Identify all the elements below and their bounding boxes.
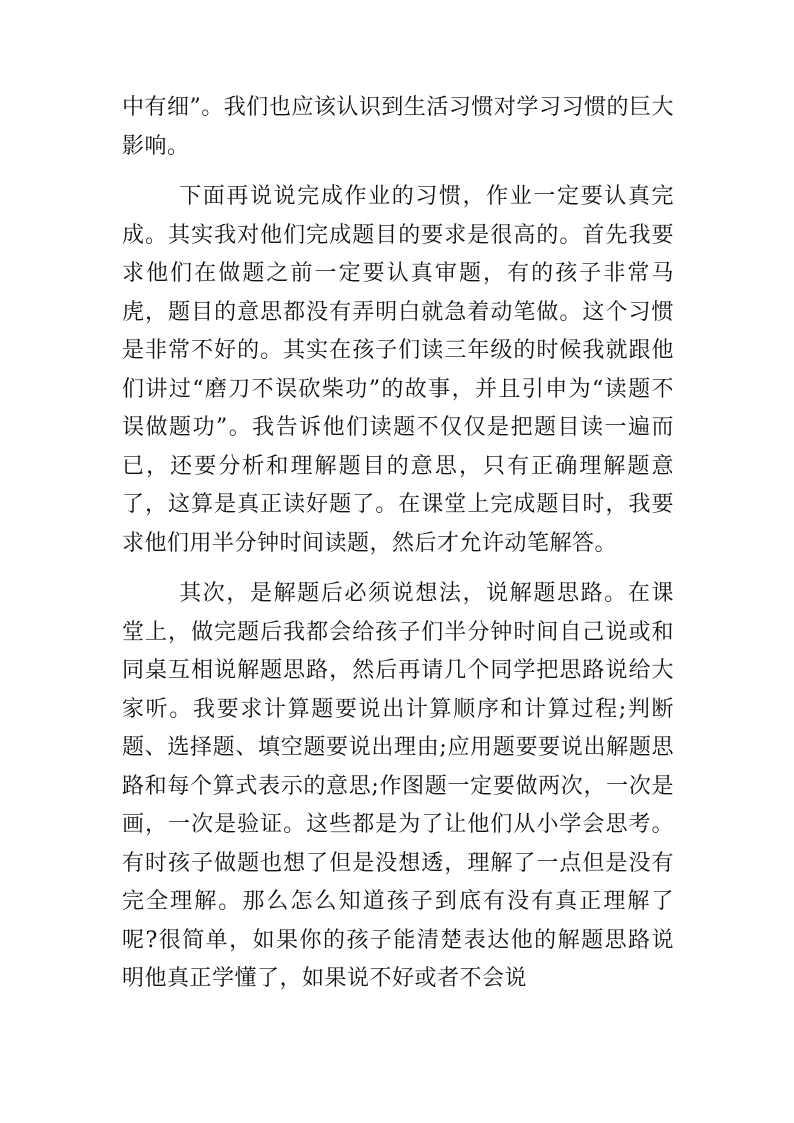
paragraph-explain-thinking: 其次，是解题后必须说想法，说解题思路。在课堂上，做完题后我都会给孩子们半分钟时间自己说或和同桌互相说解题思路，然后再请几个同学把思路说给大家听。我要求计算题要说出计算顺序和计算过程;判断题、选择题、填空题要说出理由;应用题要要说出解题思路和每个算式表示的意思;作图题一定要做两次，一次是画，一次是验证。这些都是为了让他们从小学会思考。有时孩子做题也想了但是没想透，理解了一点但是没有完全理解。那么怎么知道孩子到底有没有真正理解了呢?很简单，如果你的孩子能清楚表达他的解题思路说明他真正学懂了，如果说不好或者不会说 — [122, 581, 674, 991]
paragraph-continuation: 中有细”。我们也应该认识到生活习惯对学习习惯的巨大影响。 — [122, 95, 674, 159]
paragraph-homework-habit: 下面再说说完成作业的习惯，作业一定要认真完成。其实我对他们完成题目的要求是很高的。首先我要求他们在做题之前一定要认真审题，有的孩子非常马虎，题目的意思都没有弄明白就急着动笔做。这个习惯是非常不好的。其实在孩子们读三年级的时候我就跟他们讲过“磨刀不误砍柴功”的故事，并且引申为“读题不误做题功”。我告诉他们读题不仅仅是把题目读一遍而已，还要分析和理解题目的意思，只有正确理解题意了，这算是真正读好题了。在课堂上完成题目时，我要求他们用半分钟时间读题，然后才允许动笔解答。 — [122, 184, 674, 556]
document-body — [122, 89, 674, 999]
